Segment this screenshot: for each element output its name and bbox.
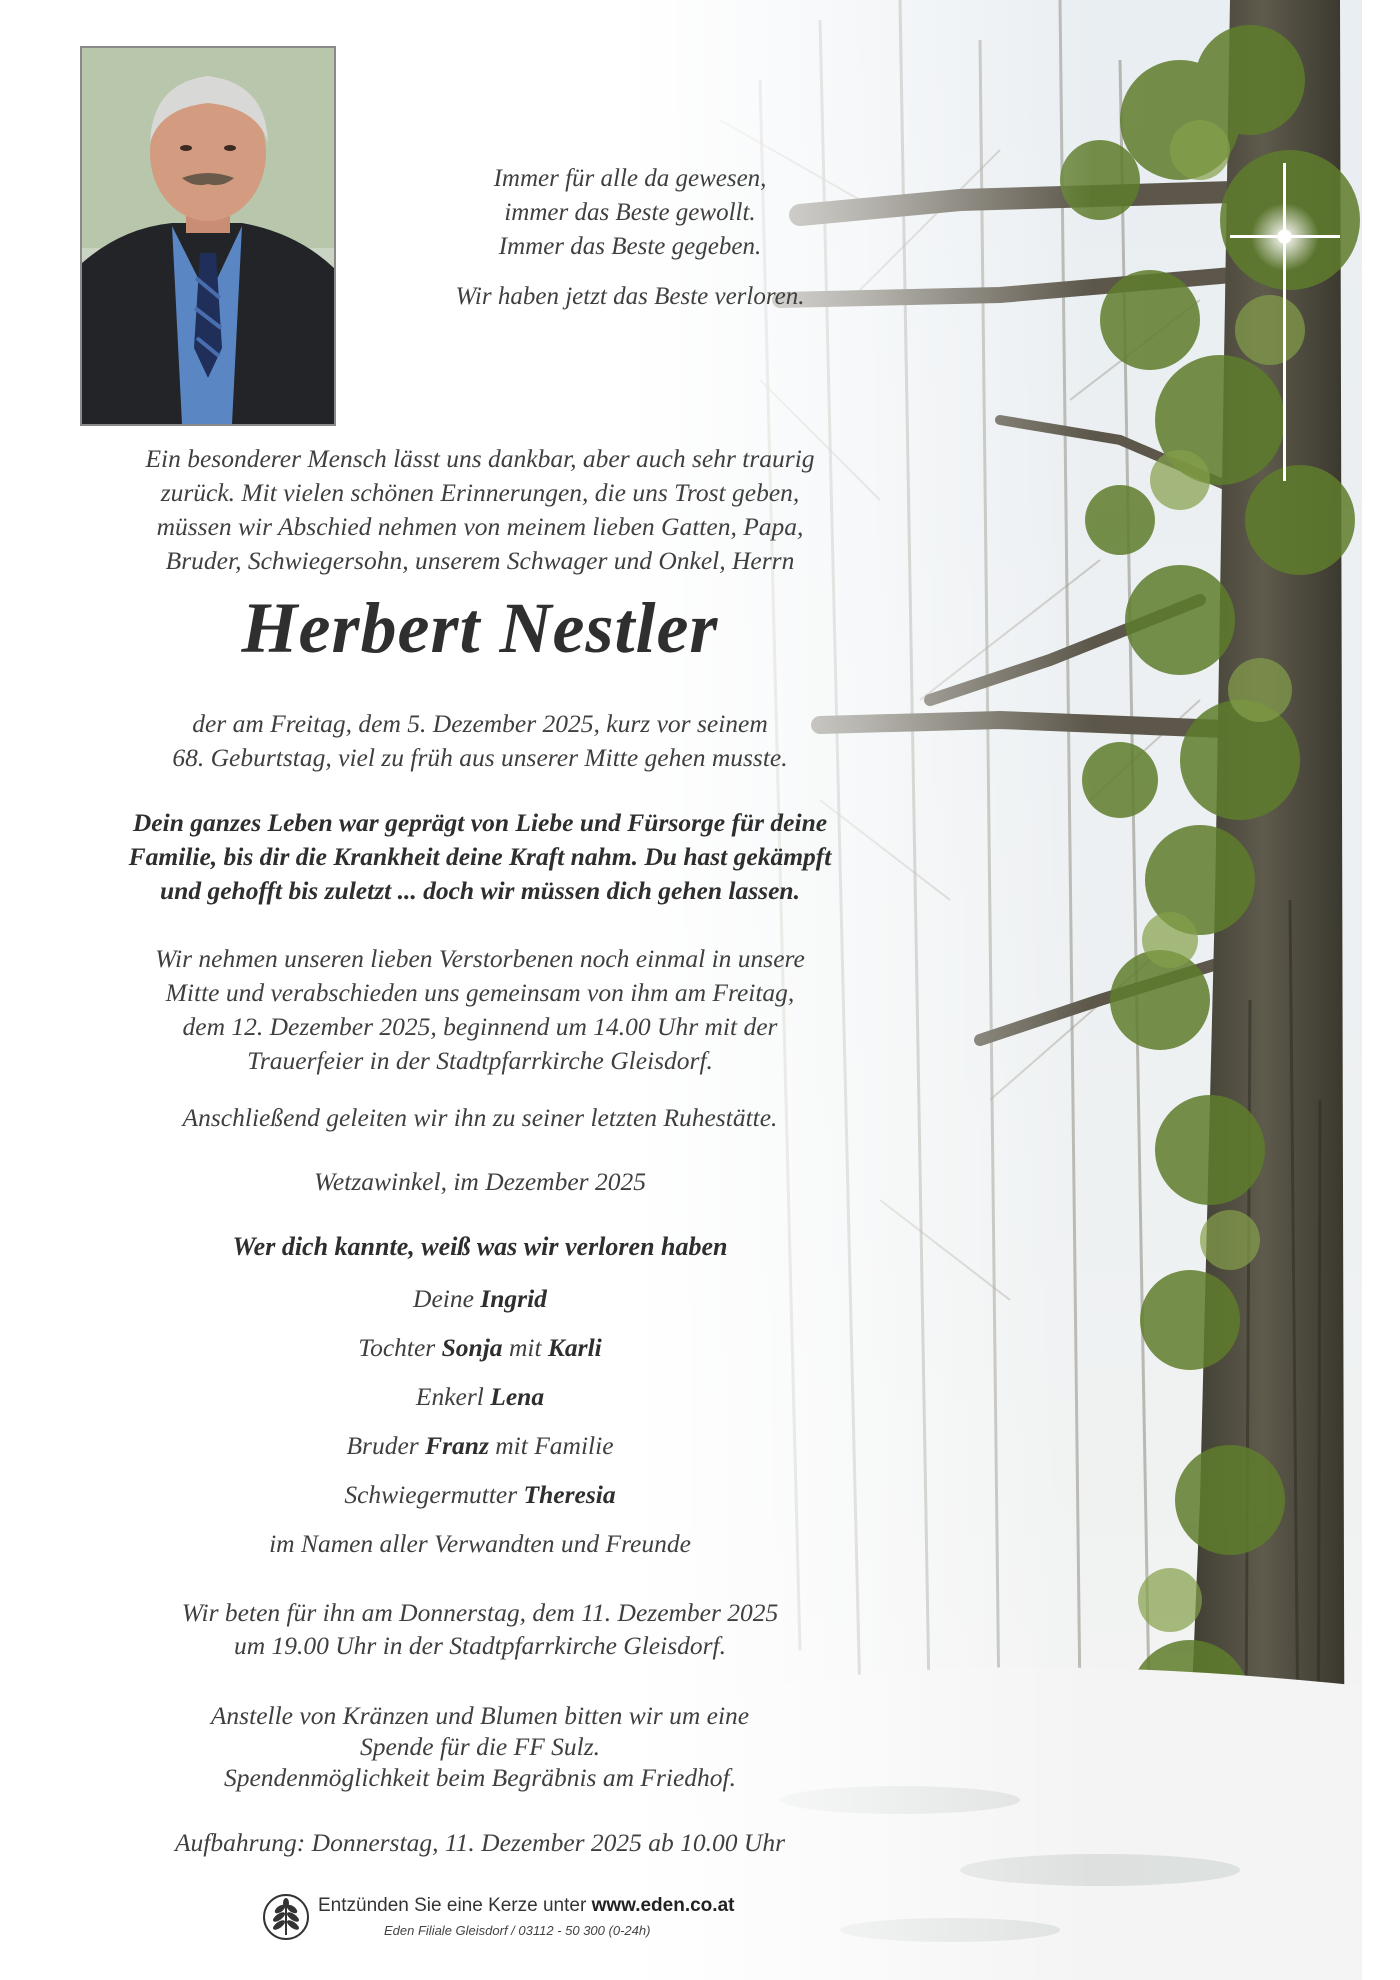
intro-line: zurück. Mit vielen schönen Erinnerungen, die uns Trost geben, <box>160 478 800 507</box>
mourner-row: Enkerl Lena <box>415 1382 545 1411</box>
deceased-name: Herbert Nestler <box>241 588 719 668</box>
intro-paragraph <box>40 442 920 578</box>
donation-line: Spende für die FF Sulz. <box>359 1732 601 1761</box>
funeral-line: Mitte und verabschieden uns gemeinsam von ihm am Freitag, <box>165 978 795 1007</box>
viewing-notice: Aufbahrung: Donnerstag, 11. Dezember 2025 ab 10.00 Uhr <box>174 1828 786 1857</box>
intro-line: Ein besonderer Mensch lässt uns dankbar, aber auch sehr traurig <box>145 444 815 473</box>
website-link[interactable]: www.eden.co.at <box>591 1895 735 1916</box>
burial-note: Anschließend geleiten wir ihn zu seiner letzten Ruhestätte. <box>182 1103 778 1132</box>
eden-leaf-logo-icon <box>262 1893 310 1941</box>
intro-line: müssen wir Abschied nehmen von meinem lieben Gatten, Papa, <box>156 512 804 541</box>
candle-link-text: Entzünden Sie eine Kerze unter www.eden.co.at <box>318 1895 735 1916</box>
prayer-notice <box>40 1596 920 1662</box>
motto-verse <box>350 162 910 314</box>
contact-info: Eden Filiale Gleisdorf / 03112 - 50 300 (0-24h) <box>384 1923 651 1938</box>
donation-line: Spendenmöglichkeit beim Begräbnis am Friedhof. <box>223 1763 737 1792</box>
funeral-paragraph <box>40 942 920 1078</box>
footer <box>262 1893 762 1943</box>
motto-line: immer das Beste gewollt. <box>504 199 756 226</box>
motto-line: Immer für alle da gewesen, <box>493 165 767 192</box>
funeral-line: Trauerfeier in der Stadtpfarrkirche Gleisdorf. <box>247 1046 713 1075</box>
prayer-line: Wir beten für ihn am Donnerstag, dem 11. Dezember 2025 <box>181 1598 779 1627</box>
tribute-line: Dein ganzes Leben war geprägt von Liebe und Fürsorge für deine <box>132 808 828 837</box>
mourner-row: Bruder Franz mit Familie <box>346 1431 614 1460</box>
mourners-list <box>40 1282 920 1576</box>
death-line: der am Freitag, dem 5. Dezember 2025, kurz vor seinem <box>192 709 768 738</box>
mourner-row: Schwiegermutter Theresia <box>344 1480 616 1509</box>
motto-line: Wir haben jetzt das Beste verloren. <box>455 283 805 310</box>
death-line: 68. Geburtstag, viel zu früh aus unserer Mitte gehen musste. <box>172 743 788 772</box>
funeral-line: dem 12. Dezember 2025, beginnend um 14.00 Uhr mit der <box>182 1012 778 1041</box>
donation-line: Anstelle von Kränzen und Blumen bitten wir um eine <box>210 1701 750 1730</box>
death-notice <box>40 707 920 775</box>
tribute-line: und gehofft bis zuletzt ... doch wir müssen dich gehen lassen. <box>160 876 800 905</box>
place-date: Wetzawinkel, im Dezember 2025 <box>314 1167 646 1196</box>
tribute-paragraph <box>40 806 920 908</box>
mourner-row: Deine Ingrid <box>413 1284 547 1313</box>
mourners-heading: Wer dich kannte, weiß was wir verloren haben <box>232 1232 728 1261</box>
funeral-line: Wir nehmen unseren lieben Verstorbenen noch einmal in unsere <box>155 944 805 973</box>
mourner-row: im Namen aller Verwandten und Freunde <box>269 1529 691 1558</box>
intro-line: Bruder, Schwiegersohn, unserem Schwager und Onkel, Herrn <box>165 546 795 575</box>
prayer-line: um 19.00 Uhr in der Stadtpfarrkirche Gleisdorf. <box>233 1631 727 1660</box>
donation-request <box>40 1700 920 1793</box>
tribute-line: Familie, bis dir die Krankheit deine Kraft nahm. Du hast gekämpft <box>128 842 832 871</box>
mourner-row: Tochter Sonja mit Karli <box>358 1333 602 1362</box>
cross-icon <box>1220 155 1340 485</box>
deceased-portrait <box>80 46 336 426</box>
motto-line: Immer das Beste gegeben. <box>498 233 762 260</box>
